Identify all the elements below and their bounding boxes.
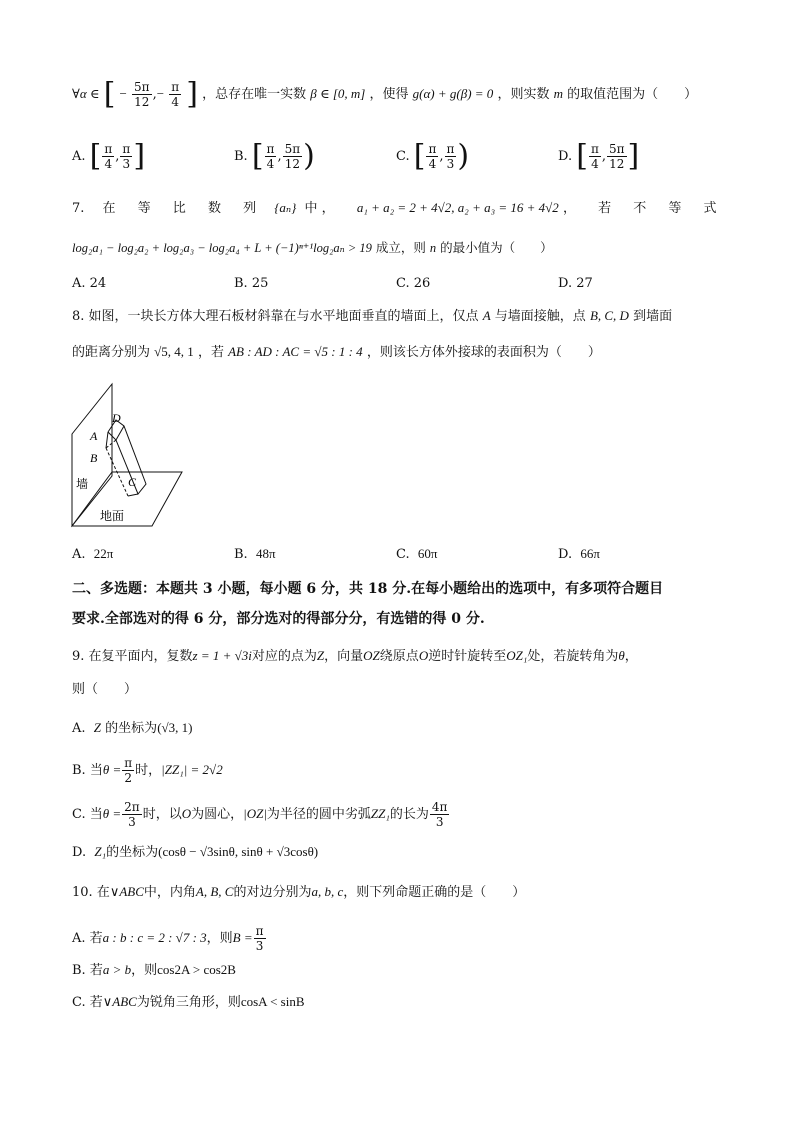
section2-heading-line2: 要求.全部选对的得 6 分，部分选对的得部分分，有选错的得 0 分.	[72, 611, 485, 627]
q7-option-d[interactable]: D. 27	[558, 276, 593, 291]
q7-option-a[interactable]: A. 24	[72, 276, 107, 291]
q6-beta: β ∈ [0, m]	[310, 86, 366, 101]
q6-right-bracket: ]	[186, 76, 198, 112]
q6-cond: g(α) + g(β) = 0	[412, 86, 494, 101]
q6-m: m	[553, 86, 563, 101]
q8-text1c: 到墙面	[633, 309, 673, 324]
q6-tail: ，则实数	[497, 87, 550, 102]
q8-option-b[interactable]: B. 48π	[234, 546, 276, 562]
q7-ineq-word: ， 若 不 等 式	[562, 201, 717, 216]
q8-ratio: AB : AD : AC = √5 : 1 : 4	[228, 344, 363, 359]
q6-cond-text: ，使得	[369, 87, 409, 102]
q9-option-c[interactable]: C. 当θ = $\frac{2\pi}{3}$ 时，以O为圆心，|OZ|为半径的圆中劣弧ZZ₁的长为 $\frac{4\pi}{3}$	[72, 800, 448, 829]
q6-option-c[interactable]: C. [ $\frac{\pi}{4}$ , $\frac{\pi}{3}$ )	[396, 138, 470, 174]
slab-edge	[106, 432, 108, 448]
section2-heading-line1: 二、多选题：本题共 3 小题，每小题 6 分，共 18 分.在每小题给出的选项中，有多项符合题目	[72, 581, 664, 597]
q8-points-bcd: B, C, D	[589, 308, 629, 323]
q6-condition-line: ∀α ∈ [ − $\frac{5\pi}{12}$ ,− $\frac{\pi}{4}$ ] ，总存在唯一实数 β ∈ [0, m] ，使得 g(α) + g(β) = 0 ，则实数 m 的取值范围为（ ）	[72, 76, 698, 112]
q6-frac1: $\frac{5\pi}{12}$	[134, 80, 150, 109]
q6-option-a[interactable]: A. [ $\frac{\pi}{4}$ , $\frac{\pi}{3}$ ]	[72, 138, 146, 174]
q7-line1	[72, 198, 716, 219]
fig-label-ground: 地面	[100, 509, 125, 523]
q8-line1	[72, 306, 672, 327]
fig-label-c: C	[128, 475, 137, 489]
q8-line2	[72, 342, 601, 363]
q7-intro: 在 等 比 数 列	[102, 201, 257, 216]
q10-option-c[interactable]: C. 若∨ABC为锐角三角形，则cosA < sinB	[72, 994, 305, 1010]
q7-option-b[interactable]: B. 25	[234, 276, 269, 291]
q7-tail: 成立，则	[375, 240, 426, 255]
q6-prefix: ∀α ∈	[72, 86, 100, 101]
q6-minus2: −	[156, 86, 165, 101]
q10-line1: 10. 在∨ABC中，内角A, B, C的对边分别为a, b, c，则下列命题正确的是（ ）	[72, 884, 526, 900]
ground-plane	[72, 472, 182, 526]
q8-text1b: 与墙面接触，点	[494, 309, 586, 324]
slab-edge	[106, 440, 116, 448]
q7-cond: a₁ + a₂ = 2 + 4√2, a₂ + a₃ = 16 + 4√2	[356, 200, 559, 215]
q8-option-a[interactable]: A. 22π	[72, 546, 114, 562]
fig-label-d: D	[112, 411, 121, 425]
q8-point-a: A	[482, 308, 491, 323]
q6-option-b[interactable]: B. [ $\frac{\pi}{4}$ , $\frac{5\pi}{12}$ )	[234, 138, 315, 174]
q7-tail2: 的最小值为（ ）	[440, 240, 553, 255]
q7-number: 7.	[72, 201, 85, 216]
q8-text2a: 的距离分别为	[72, 345, 151, 360]
q7-option-c[interactable]: C. 26	[396, 276, 431, 291]
q6-minus1: −	[119, 86, 127, 101]
q8-option-c[interactable]: C. 60π	[396, 546, 438, 562]
q9-option-a[interactable]: A. Z 的坐标为(√3, 1)	[72, 720, 193, 736]
q9-z: z = 1 + √3i	[192, 648, 252, 663]
q7-ineq: log₂a₁ − log₂a₂ + log₂a₃ − log₂a₄ + L + (−1)ⁿ⁺¹log₂aₙ > 19	[72, 241, 372, 255]
q7-mid: 中 ，	[304, 201, 335, 216]
slab-edge	[116, 426, 124, 440]
q8-text2b: ，若	[197, 345, 224, 360]
q6-left-bracket: [	[103, 76, 116, 112]
slab-edges	[108, 420, 146, 494]
q6-frac2: $\frac{\pi}{4}$	[171, 80, 180, 109]
q9-option-d[interactable]: D. Z₁的坐标为(cosθ − √3sinθ, sinθ + √3cosθ)	[72, 844, 319, 860]
slab-edge	[128, 494, 138, 496]
q6-mid-text: ，总存在唯一实数	[202, 87, 307, 102]
q10-option-b[interactable]: B. 若a > b，则cos2A > cos2B	[72, 962, 236, 978]
q9-option-b[interactable]: B. 当θ = $\frac{\pi}{2}$ 时，|ZZ₁| = 2√2	[72, 756, 223, 785]
fig-label-b: B	[90, 451, 98, 465]
q7-n: n	[429, 241, 437, 255]
q6-tail2: 的取值范围为（ ）	[567, 87, 698, 102]
q9-vector-oz1: OZ₁	[506, 648, 528, 663]
fig-label-a: A	[90, 429, 98, 443]
q8-text1: 8. 如图，一块长方体大理石板材斜靠在与水平地面垂直的墙面上，仅点	[72, 309, 479, 324]
q8-figure	[66, 380, 190, 530]
q9-line1: 9. 在复平面内，复数z = 1 + √3i对应的点为Z，向量OZ绕原点O逆时针旋转至OZ₁处，若旋转角为θ，	[72, 648, 638, 664]
q8-distances: √5, 4, 1	[154, 344, 194, 359]
q9-line2: 则（ ）	[72, 682, 138, 697]
fig-label-wall: 墙	[76, 477, 89, 491]
q7-seq: {aₙ}	[274, 200, 297, 215]
q7-line2	[72, 238, 553, 258]
q8-option-d[interactable]: D. 66π	[558, 546, 600, 562]
q6-option-d[interactable]: D. [ $\frac{\pi}{4}$ , $\frac{5\pi}{12}$ ]	[558, 138, 640, 174]
q9-vector-oz: OZ	[363, 648, 380, 663]
q10-option-a[interactable]: A. 若a : b : c = 2 : √7 : 3，则B = $\frac{\pi}{3}$	[72, 924, 264, 953]
q8-text2c: ，则该长方体外接球的表面积为（ ）	[366, 345, 601, 360]
